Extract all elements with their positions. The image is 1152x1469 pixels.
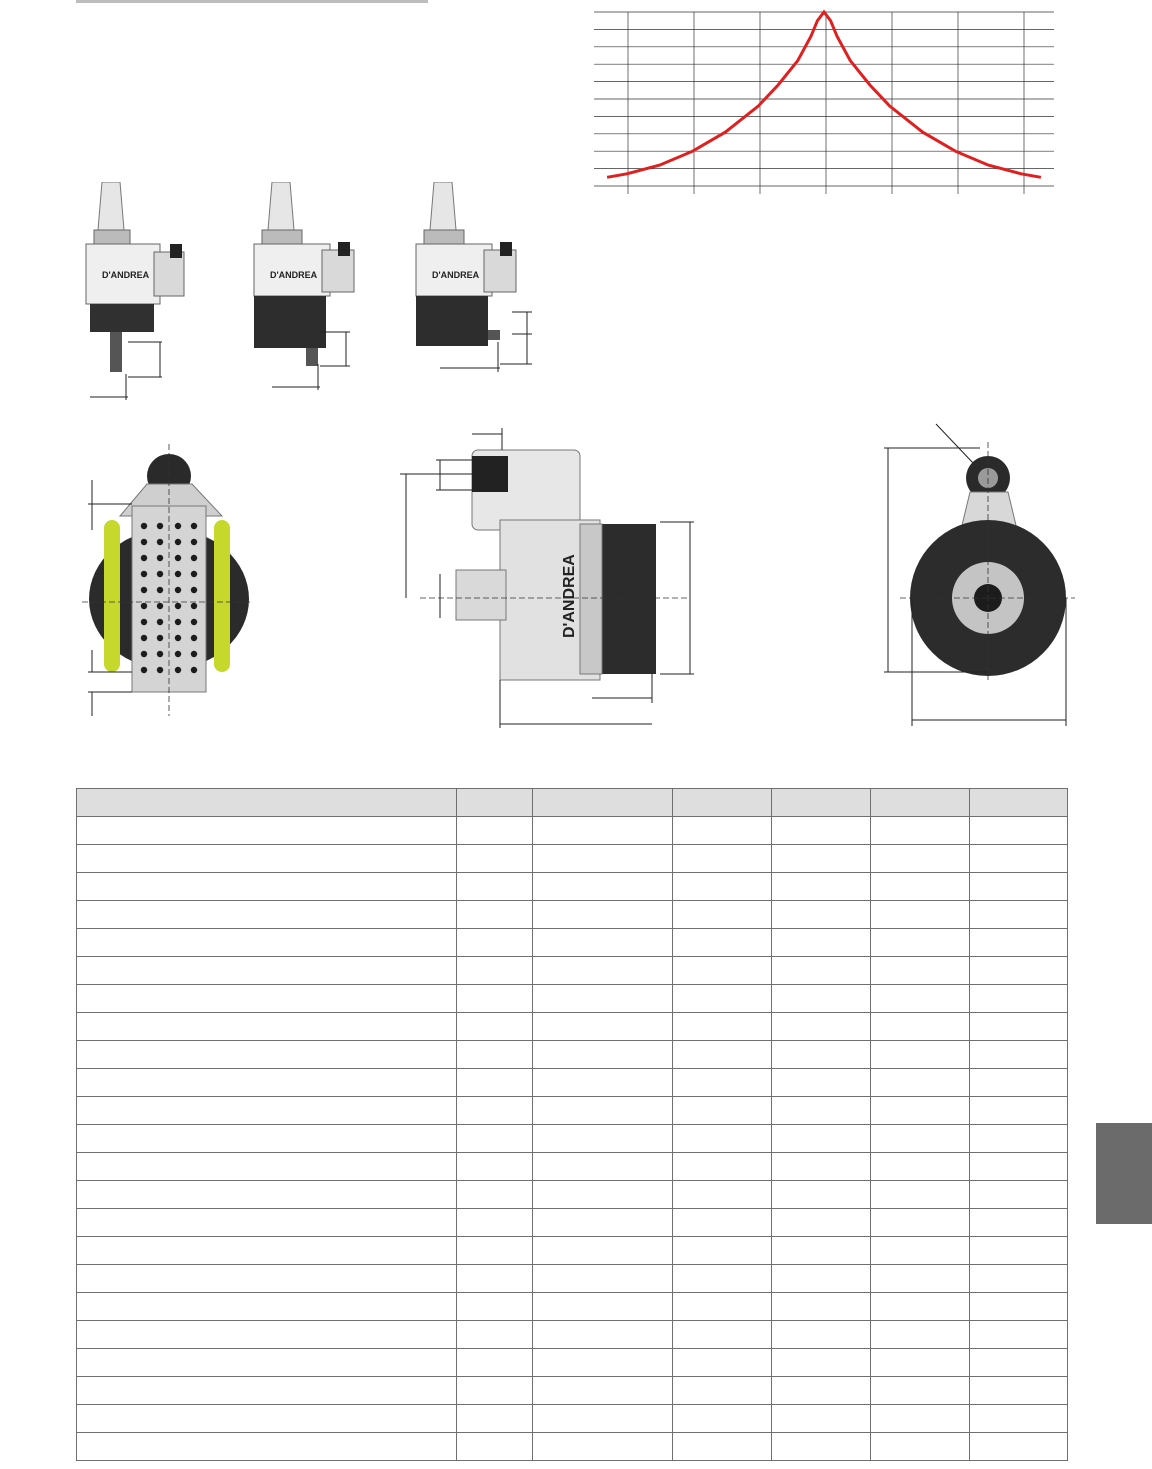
mounting-hole [157, 587, 163, 593]
table-cell [772, 873, 871, 901]
table-cell [673, 873, 772, 901]
table-row [77, 1321, 1068, 1349]
mounting-hole [175, 619, 181, 625]
table-cell [871, 1237, 970, 1265]
table-cell [77, 1069, 457, 1097]
table-cell [77, 957, 457, 985]
table-cell [77, 1265, 457, 1293]
table-cell [871, 929, 970, 957]
table-cell [673, 929, 772, 957]
table-cell [457, 1349, 533, 1377]
header-cell [772, 789, 871, 817]
table-cell [772, 845, 871, 873]
frequency-chart [590, 6, 1060, 202]
tool-variant-2-image [250, 182, 380, 392]
mounting-hole [191, 555, 197, 561]
table-cell [871, 1181, 970, 1209]
mounting-hole [157, 555, 163, 561]
table-row [77, 1097, 1068, 1125]
table-cell [772, 1433, 871, 1461]
table-cell [77, 1209, 457, 1237]
table-cell [673, 1265, 772, 1293]
table-row [77, 1293, 1068, 1321]
table-cell [970, 1181, 1068, 1209]
mounting-hole [157, 571, 163, 577]
mounting-hole [157, 651, 163, 657]
mounting-hole [191, 619, 197, 625]
table-row [77, 901, 1068, 929]
table-cell [457, 1209, 533, 1237]
table-cell [970, 1377, 1068, 1405]
table-row [77, 1041, 1068, 1069]
table-cell [673, 1181, 772, 1209]
table-cell [457, 1125, 533, 1153]
mounting-hole [141, 619, 147, 625]
table-cell [457, 1321, 533, 1349]
table-cell [970, 1237, 1068, 1265]
tool-variant-3-logo: D'ANDREA [432, 270, 480, 280]
table-cell [77, 1293, 457, 1321]
table-cell [457, 1293, 533, 1321]
table-cell [871, 1405, 970, 1433]
table-row [77, 1265, 1068, 1293]
mounting-hole [157, 539, 163, 545]
table-cell [772, 1181, 871, 1209]
table-cell [871, 1153, 970, 1181]
table-cell [970, 929, 1068, 957]
table-row [77, 1433, 1068, 1461]
table-cell [77, 845, 457, 873]
table-row [77, 1069, 1068, 1097]
table-cell [871, 957, 970, 985]
table-row [77, 1349, 1068, 1377]
table-cell [772, 1377, 871, 1405]
table-cell [673, 1125, 772, 1153]
table-cell [673, 1433, 772, 1461]
table-cell [673, 817, 772, 845]
table-cell [457, 985, 533, 1013]
table-cell [77, 817, 457, 845]
table-cell [970, 1041, 1068, 1069]
table-cell [871, 1069, 970, 1097]
table-cell [457, 1069, 533, 1097]
table-cell [77, 1349, 457, 1377]
table-cell [772, 901, 871, 929]
table-cell [970, 1013, 1068, 1041]
table-cell [871, 901, 970, 929]
table-cell [77, 901, 457, 929]
mounting-hole [141, 603, 147, 609]
mounting-hole [191, 523, 197, 529]
table-cell [871, 1041, 970, 1069]
table-cell [772, 957, 871, 985]
mounting-hole [157, 667, 163, 673]
mounting-hole [175, 651, 181, 657]
table-cell [457, 1097, 533, 1125]
mounting-hole [175, 523, 181, 529]
table-row [77, 1209, 1068, 1237]
table-cell [77, 1125, 457, 1153]
table-cell [871, 1209, 970, 1237]
table-cell [457, 1377, 533, 1405]
tool-variant-2-logo: D'ANDREA [270, 270, 318, 280]
mounting-hole [141, 523, 147, 529]
table-cell [772, 985, 871, 1013]
header-cell [533, 789, 673, 817]
table-cell [533, 1265, 673, 1293]
tool-variant-1-logo: D'ANDREA [102, 270, 150, 280]
table-cell [772, 1209, 871, 1237]
table-cell [970, 1097, 1068, 1125]
table-cell [772, 1125, 871, 1153]
table-cell [77, 1433, 457, 1461]
mounting-hole [157, 523, 163, 529]
mounting-hole [157, 619, 163, 625]
table-cell [533, 817, 673, 845]
table-row [77, 1237, 1068, 1265]
header-cell [77, 789, 457, 817]
rear-view-drawing [880, 422, 1075, 728]
table-cell [533, 1125, 673, 1153]
table-cell [77, 1097, 457, 1125]
table-cell [970, 1125, 1068, 1153]
table-cell [673, 1153, 772, 1181]
table-cell [970, 873, 1068, 901]
table-cell [970, 957, 1068, 985]
spec-table [76, 788, 1068, 1461]
table-cell [457, 845, 533, 873]
header-cell [673, 789, 772, 817]
table-cell [673, 1069, 772, 1097]
table-cell [871, 1293, 970, 1321]
table-row [77, 817, 1068, 845]
table-cell [871, 845, 970, 873]
mounting-hole [191, 587, 197, 593]
table-cell [673, 1293, 772, 1321]
table-cell [533, 1405, 673, 1433]
table-cell [673, 1349, 772, 1377]
table-cell [772, 929, 871, 957]
mounting-hole [191, 571, 197, 577]
header-cell [457, 789, 533, 817]
table-cell [77, 929, 457, 957]
table-row [77, 1153, 1068, 1181]
table-cell [457, 1013, 533, 1041]
table-cell [772, 1069, 871, 1097]
table-cell [970, 1069, 1068, 1097]
table-cell [871, 985, 970, 1013]
table-cell [871, 1349, 970, 1377]
table-cell [77, 873, 457, 901]
table-cell [533, 901, 673, 929]
mounting-hole [191, 651, 197, 657]
spec-table-header-row [77, 789, 1068, 817]
mounting-hole [141, 587, 147, 593]
table-cell [533, 1209, 673, 1237]
table-cell [673, 901, 772, 929]
section-tab [1096, 1123, 1152, 1224]
table-cell [533, 957, 673, 985]
table-cell [970, 1265, 1068, 1293]
table-cell [533, 1237, 673, 1265]
table-cell [772, 1153, 871, 1181]
mounting-hole [175, 539, 181, 545]
table-cell [533, 845, 673, 873]
table-cell [457, 1405, 533, 1433]
table-cell [673, 985, 772, 1013]
mounting-hole [191, 667, 197, 673]
table-cell [871, 817, 970, 845]
table-cell [533, 1181, 673, 1209]
mounting-hole [157, 603, 163, 609]
table-cell [533, 1013, 673, 1041]
table-cell [457, 1181, 533, 1209]
table-cell [457, 1153, 533, 1181]
table-cell [772, 1237, 871, 1265]
table-cell [871, 1433, 970, 1461]
side-view-logo: D'ANDREA [561, 554, 578, 638]
table-row [77, 1377, 1068, 1405]
mounting-hole [157, 635, 163, 641]
table-cell [533, 1041, 673, 1069]
mounting-hole [141, 539, 147, 545]
table-cell [533, 1097, 673, 1125]
table-row [77, 1405, 1068, 1433]
table-cell [970, 1153, 1068, 1181]
table-cell [871, 873, 970, 901]
table-cell [457, 901, 533, 929]
chart-series-line [607, 12, 1041, 177]
table-cell [970, 985, 1068, 1013]
table-cell [871, 1377, 970, 1405]
mounting-hole [141, 555, 147, 561]
table-cell [772, 1041, 871, 1069]
table-cell [457, 1433, 533, 1461]
table-cell [772, 1349, 871, 1377]
mounting-hole [191, 603, 197, 609]
table-cell [457, 1265, 533, 1293]
table-cell [457, 929, 533, 957]
mounting-hole [141, 651, 147, 657]
table-cell [533, 1153, 673, 1181]
table-cell [457, 957, 533, 985]
table-cell [77, 985, 457, 1013]
table-cell [871, 1321, 970, 1349]
top-rule [76, 0, 428, 3]
header-cell [871, 789, 970, 817]
table-cell [871, 1265, 970, 1293]
table-cell [970, 1405, 1068, 1433]
table-cell [77, 1405, 457, 1433]
mounting-hole [175, 635, 181, 641]
table-cell [77, 1181, 457, 1209]
table-row [77, 1181, 1068, 1209]
table-cell [673, 1377, 772, 1405]
chart-grid [594, 12, 1054, 194]
table-row [77, 1013, 1068, 1041]
table-cell [77, 1153, 457, 1181]
table-cell [673, 957, 772, 985]
mounting-hole [175, 587, 181, 593]
table-cell [77, 1377, 457, 1405]
table-cell [970, 1349, 1068, 1377]
table-cell [77, 1321, 457, 1349]
table-cell [970, 1433, 1068, 1461]
table-cell [871, 1125, 970, 1153]
table-cell [970, 817, 1068, 845]
table-cell [457, 1041, 533, 1069]
table-cell [673, 1097, 772, 1125]
table-cell [533, 1293, 673, 1321]
mounting-hole [141, 635, 147, 641]
table-cell [772, 1321, 871, 1349]
tool-variant-3-image [412, 182, 537, 382]
table-cell [533, 1349, 673, 1377]
table-cell [772, 1265, 871, 1293]
table-cell [457, 873, 533, 901]
table-cell [77, 1237, 457, 1265]
table-cell [457, 1237, 533, 1265]
table-row [77, 845, 1068, 873]
mounting-hole [141, 667, 147, 673]
table-cell [77, 1013, 457, 1041]
table-cell [77, 1041, 457, 1069]
side-view-drawing [400, 428, 700, 728]
table-cell [772, 1097, 871, 1125]
front-view-drawing [82, 444, 252, 716]
table-row [77, 929, 1068, 957]
table-cell [673, 845, 772, 873]
table-row [77, 873, 1068, 901]
mounting-hole [191, 635, 197, 641]
table-cell [533, 1321, 673, 1349]
tool-variant-1-image [80, 182, 200, 402]
mounting-hole [141, 571, 147, 577]
table-row [77, 985, 1068, 1013]
table-cell [457, 817, 533, 845]
table-cell [970, 1293, 1068, 1321]
table-cell [533, 1377, 673, 1405]
table-cell [533, 1433, 673, 1461]
table-cell [673, 1405, 772, 1433]
table-cell [673, 1237, 772, 1265]
table-cell [970, 845, 1068, 873]
mounting-hole [175, 571, 181, 577]
table-cell [772, 1293, 871, 1321]
table-cell [533, 1069, 673, 1097]
mounting-hole [191, 539, 197, 545]
table-cell [673, 1013, 772, 1041]
table-cell [970, 1321, 1068, 1349]
table-cell [533, 873, 673, 901]
table-cell [970, 1209, 1068, 1237]
table-cell [772, 817, 871, 845]
mounting-hole [175, 667, 181, 673]
table-cell [970, 901, 1068, 929]
table-cell [673, 1041, 772, 1069]
table-cell [871, 1013, 970, 1041]
table-cell [772, 1013, 871, 1041]
table-cell [772, 1405, 871, 1433]
mounting-hole [175, 603, 181, 609]
table-cell [533, 929, 673, 957]
table-cell [871, 1097, 970, 1125]
header-cell [970, 789, 1068, 817]
mounting-hole [175, 555, 181, 561]
table-row [77, 1125, 1068, 1153]
table-cell [533, 985, 673, 1013]
table-row [77, 957, 1068, 985]
table-cell [673, 1321, 772, 1349]
table-cell [673, 1209, 772, 1237]
